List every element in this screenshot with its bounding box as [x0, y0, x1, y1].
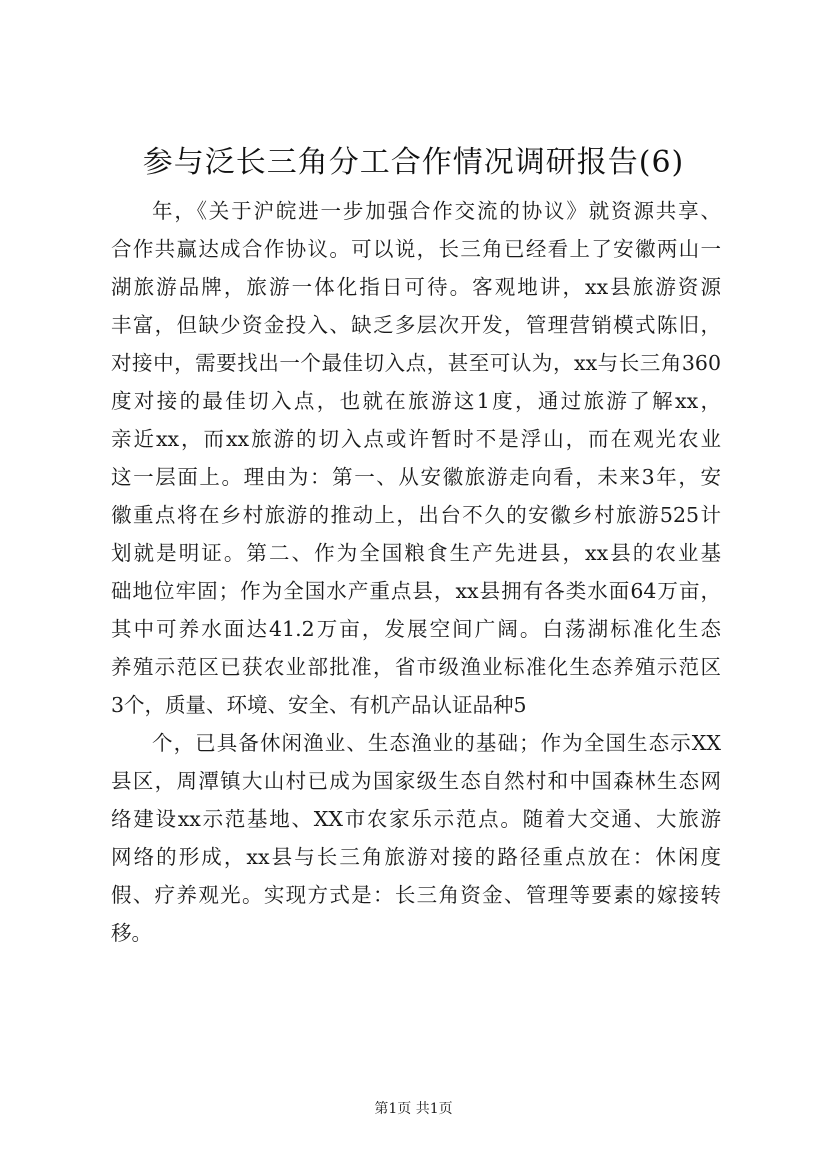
paragraph-1-line-12: 其中可养水面达41.2万亩，发展空间广阔。白荡湖标准化生态	[111, 617, 721, 641]
paragraph-1-line-11: 础地位牢固；作为全国水产重点县，xx县拥有各类水面64万亩，	[111, 579, 721, 603]
paragraph-1-line-5: 对接中，需要找出一个最佳切入点，甚至可认为，xx与长三角360	[111, 351, 721, 375]
paragraph-1-line-13: 养殖示范区已获农业部批准，省市级渔业标准化生态养殖示范区	[111, 655, 721, 679]
paragraph-1-line-8: 这一层面上。理由为：第一、从安徽旅游走向看，未来3年，安	[111, 465, 721, 489]
paragraph-1-line-9: 徽重点将在乡村旅游的推动上，出台不久的安徽乡村旅游525计	[111, 503, 721, 527]
document-title: 参与泛长三角分工合作情况调研报告(6)	[142, 145, 685, 180]
page-footer: 第1页 共1页	[374, 1101, 453, 1117]
paragraph-1-line-7: 亲近xx，而xx旅游的切入点或许暂时不是浮山，而在观光农业	[111, 427, 721, 451]
paragraph-2-line-4: 网络的形成，xx县与长三角旅游对接的路径重点放在：休闲度	[111, 845, 721, 869]
paragraph-1-line-10: 划就是明证。第二、作为全国粮食生产先进县，xx县的农业基	[111, 541, 721, 565]
document-body	[111, 192, 721, 952]
paragraph-1-line-3: 湖旅游品牌，旅游一体化指日可待。客观地讲，xx县旅游资源	[111, 275, 721, 299]
paragraph-2-line-6: 移。	[111, 921, 152, 945]
paragraph-2-line-2: 县区，周潭镇大山村已成为国家级生态自然村和中国森林生态网	[111, 769, 721, 793]
paragraph-2-line-5: 假、疗养观光。实现方式是：长三角资金、管理等要素的嫁接转	[111, 883, 721, 907]
paragraph-1-line-2: 合作共赢达成合作协议。可以说，长三角已经看上了安徽两山一	[111, 237, 721, 261]
paragraph-2-line-1: 个，已具备休闲渔业、生态渔业的基础；作为全国生态示XX	[152, 731, 721, 755]
paragraph-1-line-14: 3个，质量、环境、安全、有机产品认证品种5	[111, 693, 527, 717]
paragraph-1-line-1: 年，《关于沪皖进一步加强合作交流的协议》就资源共享、	[152, 199, 721, 223]
paragraph-2-line-3: 络建设xx示范基地、XX市农家乐示范点。随着大交通、大旅游	[111, 807, 721, 831]
paragraph-1-line-4: 丰富，但缺少资金投入、缺乏多层次开发，管理营销模式陈旧，	[111, 313, 721, 337]
paragraph-1-line-6: 度对接的最佳切入点，也就在旅游这1度，通过旅游了解xx，	[111, 389, 721, 413]
